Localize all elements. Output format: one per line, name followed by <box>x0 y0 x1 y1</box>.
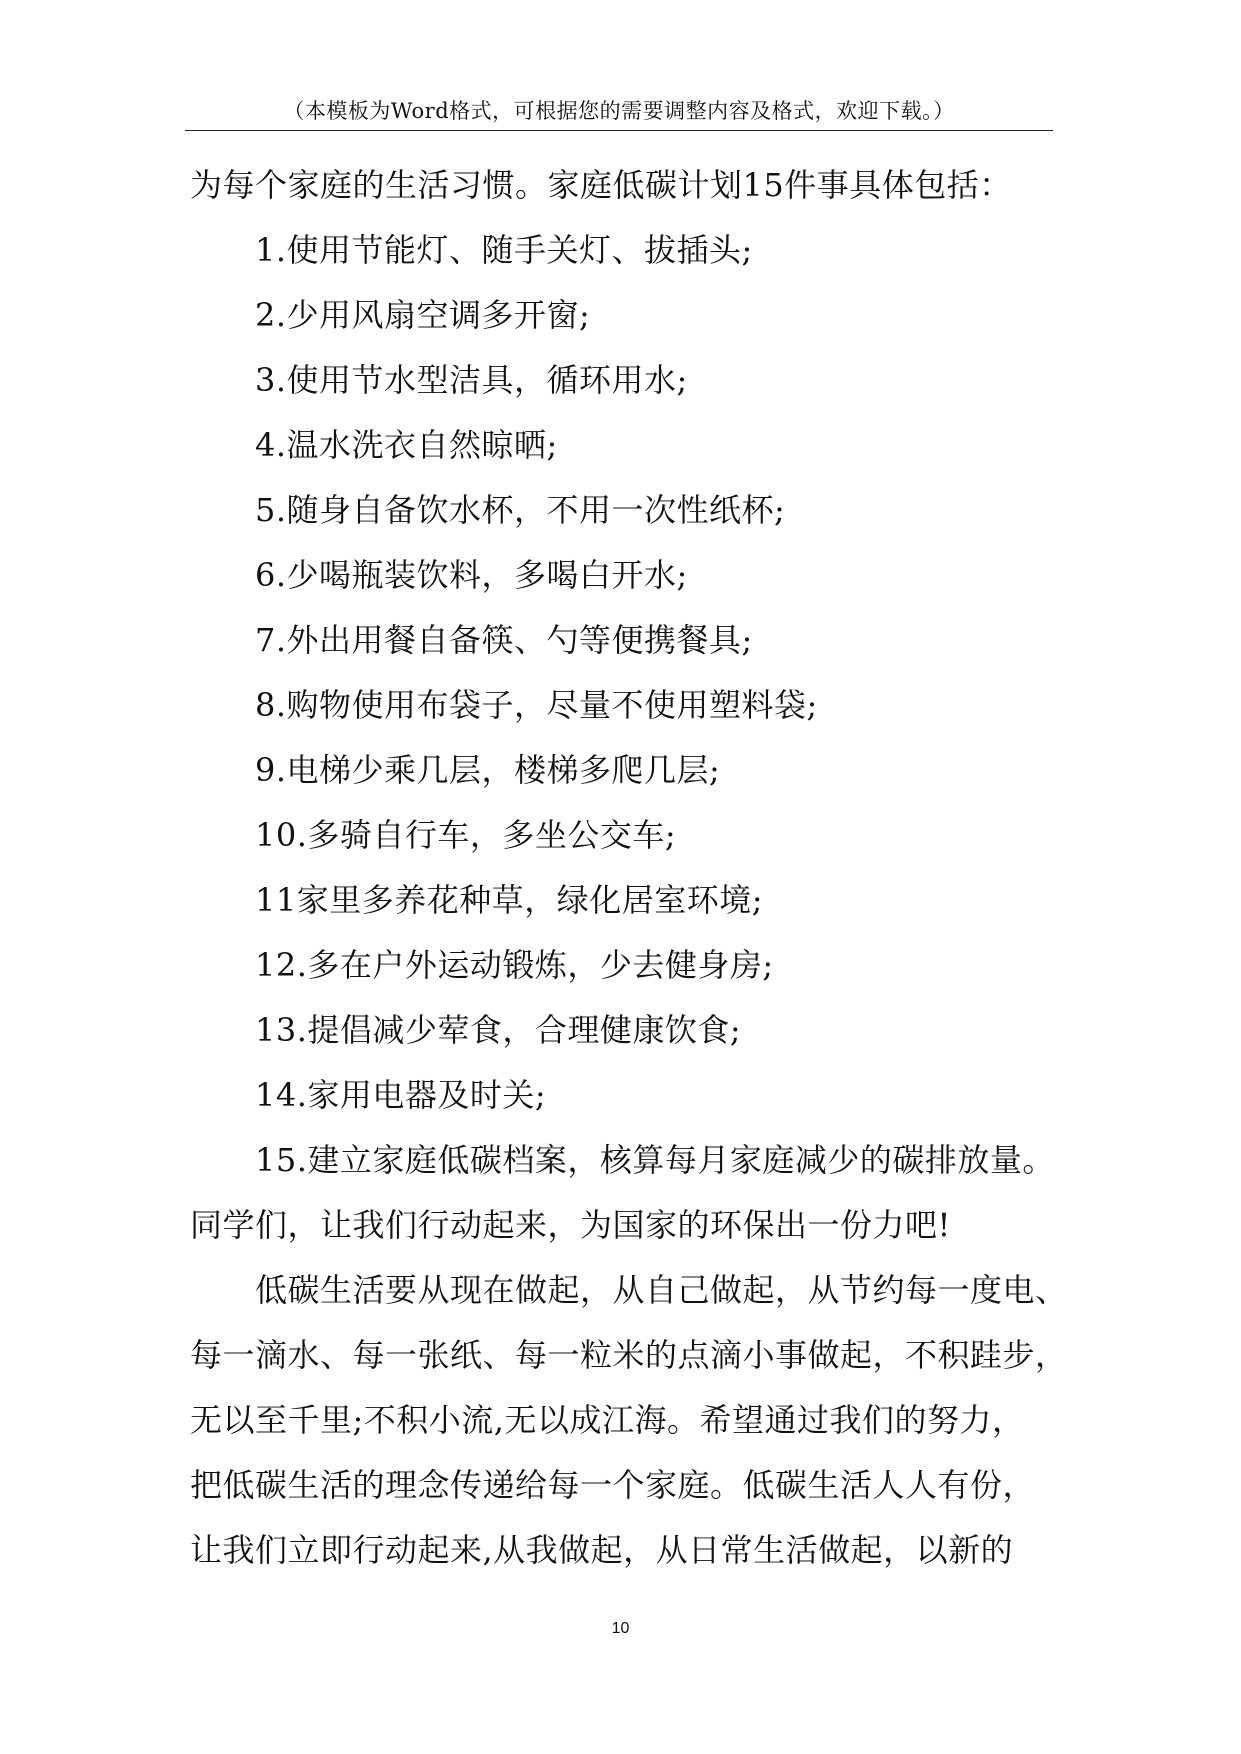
paragraph-line: 让我们立即行动起来,从我做起，从日常生活做起，以新的 <box>190 1531 1014 1569</box>
list-item-12: 12.多在户外运动锻炼，少去健身房; <box>255 946 774 984</box>
document-body <box>190 153 1070 1583</box>
paragraph-line: 把低碳生活的理念传递给每一个家庭。低碳生活人人有份， <box>190 1466 1036 1504</box>
list-item-8: 8.购物使用布袋子，尽量不使用塑料袋; <box>255 686 818 724</box>
page-number: 10 <box>611 1620 630 1637</box>
paragraph-line: 无以至千里;不积小流,无以成江海。希望通过我们的努力， <box>190 1401 1025 1439</box>
list-item-1: 1.使用节能灯、随手关灯、拔插头; <box>255 231 753 269</box>
paragraph-line: 同学们，让我们行动起来，为国家的环保出一份力吧! <box>190 1206 951 1244</box>
paragraph-line: 为每个家庭的生活习惯。家庭低碳计划15件事具体包括： <box>190 166 1012 204</box>
list-item-4: 4.温水洗衣自然晾晒; <box>255 426 558 464</box>
list-item-14: 14.家用电器及时关; <box>255 1076 547 1114</box>
list-item-5: 5.随身自备饮水杯，不用一次性纸杯; <box>255 491 786 529</box>
header-divider <box>185 130 1053 131</box>
list-item-6: 6.少喝瓶装饮料，多喝白开水; <box>255 556 688 594</box>
list-item-15: 15.建立家庭低碳档案，核算每月家庭减少的碳排放量。 <box>255 1141 1055 1179</box>
paragraph-line: 每一滴水、每一张纸、每一粒米的点滴小事做起，不积跬步， <box>190 1336 1068 1374</box>
list-item-11: 11家里多养花种草，绿化居室环境; <box>255 881 764 919</box>
paragraph-line: 低碳生活要从现在做起，从自己做起，从节约每一度电、 <box>255 1271 1068 1309</box>
list-item-7: 7.外出用餐自备筷、勺等便携餐具; <box>255 621 753 659</box>
list-item-10: 10.多骑自行车，多坐公交车; <box>255 816 677 854</box>
list-item-9: 9.电梯少乘几层，楼梯多爬几层; <box>255 751 721 789</box>
list-item-3: 3.使用节水型洁具，循环用水; <box>255 361 688 399</box>
template-note-header: （本模板为Word格式，可根据您的需要调整内容及格式，欢迎下载。） <box>283 99 955 123</box>
list-item-13: 13.提倡减少荤食，合理健康饮食; <box>255 1011 742 1049</box>
list-item-2: 2.少用风扇空调多开窗; <box>255 296 591 334</box>
